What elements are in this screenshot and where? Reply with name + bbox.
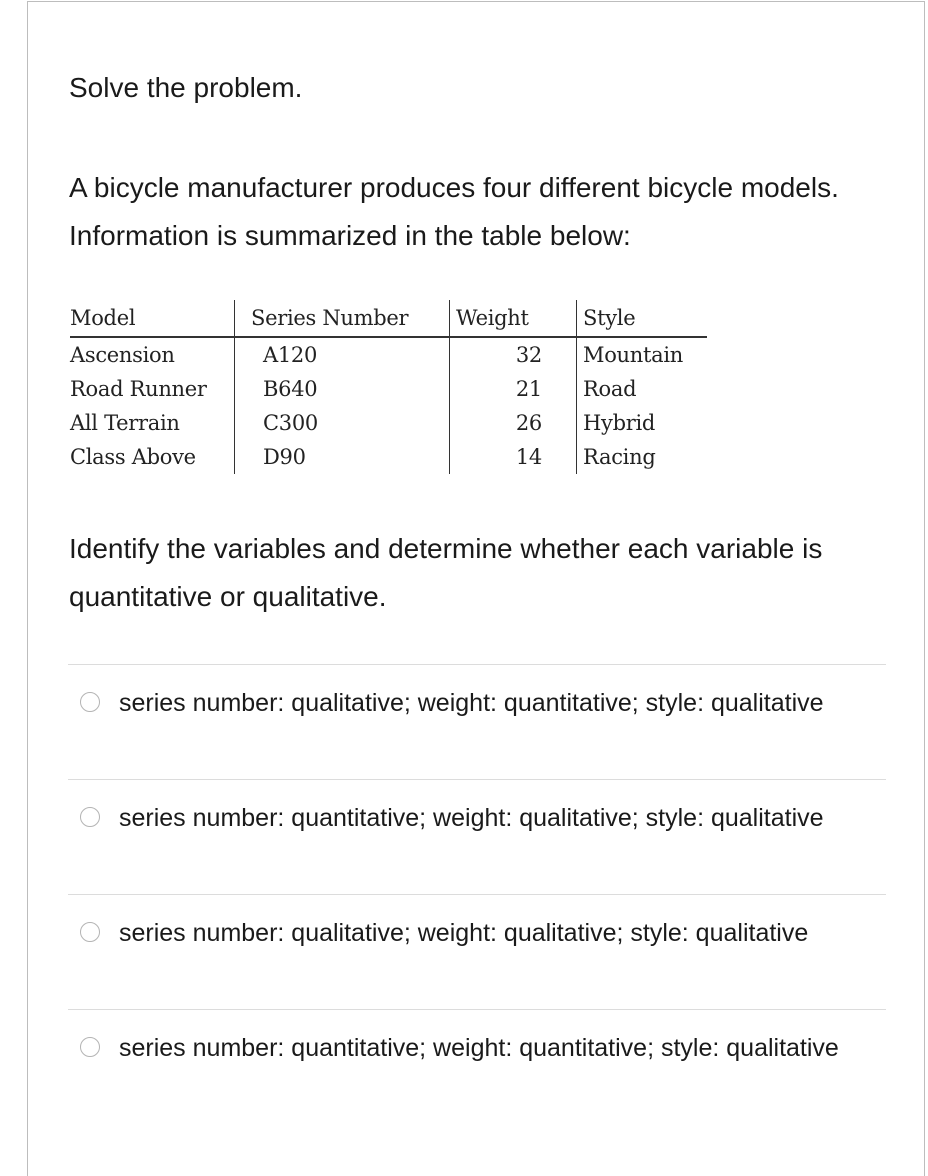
- answer-option[interactable]: [68, 779, 886, 894]
- header-series-number: Series Number: [235, 300, 450, 337]
- table-header-row: [70, 300, 707, 337]
- cell-style: Road: [577, 372, 708, 406]
- answer-option[interactable]: [68, 894, 886, 1009]
- cell-weight: 26: [450, 406, 577, 440]
- prompt-text: Identify the variables and determine whether each variable is quantitative or qualitative.: [69, 533, 823, 612]
- table-row: [70, 372, 707, 406]
- cell-style: Mountain: [577, 337, 708, 372]
- table-row: [70, 337, 707, 372]
- radio-button[interactable]: [80, 922, 100, 942]
- radio-button[interactable]: [80, 807, 100, 827]
- option-label: series number: quantitative; weight: qualitative; style: qualitative: [119, 804, 824, 832]
- cell-style: Racing: [577, 440, 708, 474]
- question-card: [27, 1, 925, 1176]
- answer-options: [68, 664, 886, 1124]
- option-label: series number: qualitative; weight: quantitative; style: qualitative: [119, 689, 824, 717]
- radio-button[interactable]: [80, 692, 100, 712]
- header-style: Style: [577, 300, 708, 337]
- cell-series-number: D90: [235, 440, 450, 474]
- cell-model: Road Runner: [70, 377, 207, 401]
- answer-option[interactable]: [68, 664, 886, 779]
- radio-button[interactable]: [80, 1037, 100, 1057]
- cell-weight: 14: [450, 440, 577, 474]
- header-model: Model: [70, 300, 235, 337]
- cell-weight: 32: [450, 337, 577, 372]
- cell-style: Hybrid: [577, 406, 708, 440]
- bicycle-data-table: [70, 300, 707, 474]
- answer-option[interactable]: [68, 1009, 886, 1124]
- instruction-text: Solve the problem.: [69, 72, 303, 103]
- table-row: [70, 440, 707, 474]
- cell-series-number: C300: [235, 406, 450, 440]
- option-label: series number: qualitative; weight: qualitative; style: qualitative: [119, 919, 809, 947]
- question-text: A bicycle manufacturer produces four different bicycle models. Information is summarized in the table below:: [69, 172, 839, 251]
- header-weight: Weight: [450, 300, 577, 337]
- cell-model: All Terrain: [70, 411, 180, 435]
- option-label: series number: quantitative; weight: quantitative; style: qualitative: [119, 1034, 839, 1062]
- table-row: [70, 406, 707, 440]
- cell-series-number: B640: [235, 372, 450, 406]
- cell-model: Ascension: [70, 343, 175, 367]
- cell-weight: 21: [450, 372, 577, 406]
- cell-model: Class Above: [70, 445, 196, 469]
- cell-series-number: A120: [235, 337, 450, 372]
